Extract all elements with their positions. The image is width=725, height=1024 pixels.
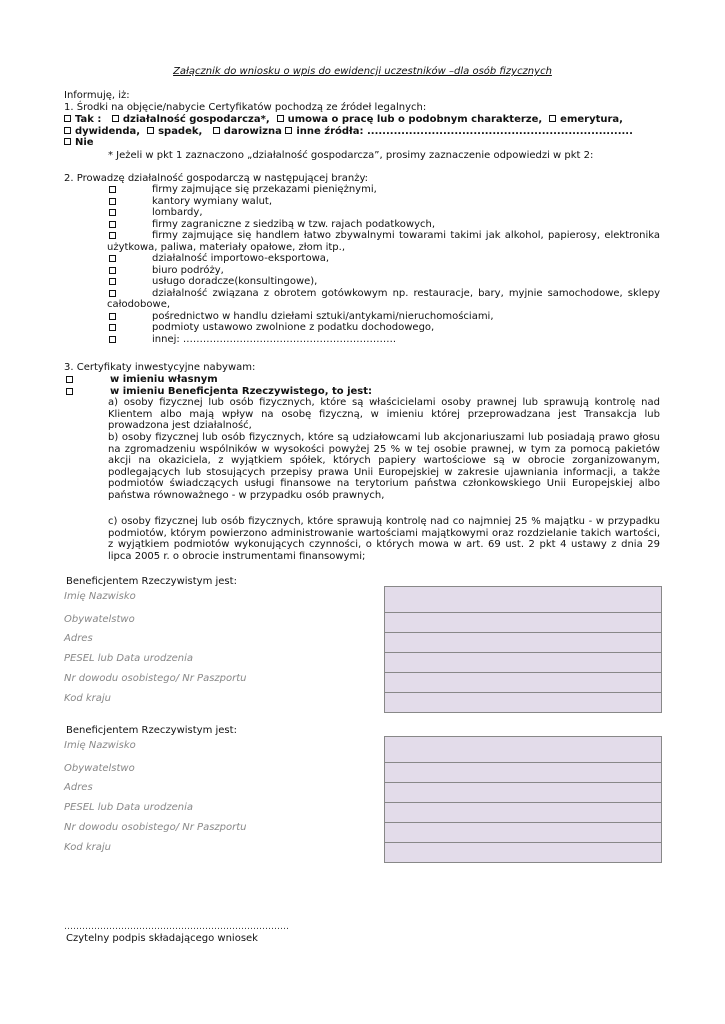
spadek-checkbox[interactable]	[147, 127, 154, 134]
citizenship-input[interactable]	[385, 763, 661, 783]
industry-item: biuro podróży,	[107, 265, 660, 277]
signature-line[interactable]: …………………………………………………………………	[64, 922, 289, 932]
beneficiary-2-heading: Beneficjentem Rzeczywistym jest:	[66, 725, 237, 736]
beneficiary-checkbox[interactable]	[66, 388, 73, 395]
own-name-option: w imieniu własnym	[64, 374, 660, 386]
field-label: Kod kraju	[64, 842, 111, 853]
industry-checkbox[interactable]	[109, 290, 116, 297]
industry-list	[107, 184, 660, 345]
citizenship-input[interactable]	[385, 613, 661, 633]
industry-checkbox[interactable]	[109, 186, 116, 193]
tak-checkbox[interactable]	[64, 115, 71, 122]
name-input[interactable]	[385, 737, 661, 763]
beneficiary-option: w imieniu Beneficjenta Rzeczywistego, to jest:	[64, 386, 660, 398]
emerytura-checkbox[interactable]	[549, 115, 556, 122]
nie-label: Nie	[75, 137, 94, 148]
field-label: PESEL lub Data urodzenia	[64, 802, 194, 813]
field-label: Obywatelstwo	[64, 763, 135, 774]
industry-item: działalność związana z obrotem gotówkowym np. restauracje, bary, myjnie samochodowe, sklepy całodobowe,	[107, 287, 660, 310]
name-input[interactable]	[385, 587, 661, 613]
industry-checkbox[interactable]	[109, 232, 116, 239]
spadek-label: spadek,	[158, 125, 203, 137]
signature-label: Czytelny podpis składającego wniosek	[66, 933, 258, 944]
darowizna-checkbox[interactable]	[213, 127, 220, 134]
beneficiary-1-heading: Beneficjentem Rzeczywistym jest:	[66, 576, 237, 587]
field-label: Obywatelstwo	[64, 614, 135, 625]
pesel-input[interactable]	[385, 803, 661, 823]
tak-label: Tak :	[75, 114, 102, 125]
industry-item: podmioty ustawowo zwolnione z podatku dochodowego,	[107, 322, 660, 334]
inne-label: inne źródła: ......................................................................	[296, 125, 633, 137]
field-label: Imię Nazwisko	[64, 740, 136, 751]
beneficiary-1-fields	[384, 586, 662, 713]
industry-item: usługo doradcze(konsultingowe),	[107, 276, 660, 288]
industry-item: kantory wymiany walut,	[107, 196, 660, 208]
industry-item: firmy zajmujące się handlem łatwo zbywalnymi towarami takimi jak alkohol, papierosy, elektronika użytkowa, paliwa, materiały opałowe, złom itp.,	[107, 230, 660, 253]
section-1-heading: 1. Środki na objęcie/nabycie Certyfikatów pochodzą ze źródeł legalnych:	[64, 102, 427, 113]
clause-c: c) osoby fizycznej lub osób fizycznych, które sprawują kontrolę nad co najmniej 25 % majątku - w przypadku podmiotów, którym powierzono administrowanie wartościami majątkowymi oraz rozdzielanie takich wartości, z wyjątkiem podmiotów wykonujących czynności, o których mowa w art. 69 ust. 2 pkt 4 ustawy z dnia 29 lipca 2005 r. o obrocie instrumentami finansowymi;	[108, 516, 660, 562]
id-document-input[interactable]	[385, 823, 661, 843]
industry-checkbox[interactable]	[109, 255, 116, 262]
dzialalnosc-label: działalność gospodarcza*,	[122, 114, 270, 125]
industry-item: lombardy,	[107, 207, 660, 219]
umowa-checkbox[interactable]	[277, 115, 284, 122]
footnote: * Jeżeli w pkt 1 zaznaczono „działalność gospodarcza”, prosimy zaznaczenie odpowiedzi w pkt 2:	[108, 150, 594, 161]
industry-checkbox[interactable]	[109, 267, 116, 274]
clause-b: b) osoby fizycznej lub osób fizycznych, które są udziałowcami lub akcjonariuszami lub posiadają prawo głosu na zgromadzeniu wspólników w wysokości powyżej 25 % w tej osobie prawnej, w tym za pomocą pakietów akcji na okaziciela, z wyjątkiem spółek, których papiery wartościowe są w obrocie zorganizowanym, podlegających lub stosujących przepisy prawa Unii Europejskiej w zakresie ujawniania informacji, a także podmiotów świadczących usługi finansowe na terytorium państwa członkowskiego Unii Europejskiej albo państwa równoważnego - w przypadku osób prawnych,	[108, 432, 660, 501]
dywidenda-checkbox[interactable]	[64, 127, 71, 134]
inne-checkbox[interactable]	[285, 127, 292, 134]
industry-checkbox[interactable]	[109, 221, 116, 228]
own-name-checkbox[interactable]	[66, 376, 73, 383]
field-label: Imię Nazwisko	[64, 591, 136, 602]
beneficiary-2-fields	[384, 736, 662, 863]
section-2-heading: 2. Prowadzę działalność gospodarczą w następującej branży:	[64, 173, 369, 184]
industry-checkbox[interactable]	[109, 209, 116, 216]
pesel-input[interactable]	[385, 653, 661, 673]
umowa-label: umowa o pracę lub o podobnym charakterze,	[287, 114, 543, 125]
field-label: PESEL lub Data urodzenia	[64, 653, 194, 664]
industry-item: firmy zajmujące się przekazami pieniężnymi,	[107, 184, 660, 196]
country-code-input[interactable]	[385, 843, 661, 862]
section-1-options	[64, 114, 660, 149]
industry-checkbox[interactable]	[109, 324, 116, 331]
nie-checkbox[interactable]	[64, 138, 71, 145]
industry-checkbox[interactable]	[109, 336, 116, 343]
field-label: Adres	[64, 633, 93, 644]
document-title: Załącznik do wniosku o wpis do ewidencji uczestników –dla osób fizycznych	[173, 66, 552, 77]
dywidenda-label: dywidenda,	[75, 125, 141, 137]
field-label: Kod kraju	[64, 693, 111, 704]
industry-checkbox[interactable]	[109, 198, 116, 205]
industry-item: pośrednictwo w handlu dziełami sztuki/antykami/nieruchomościami,	[107, 311, 660, 323]
field-label: Nr dowodu osobistego/ Nr Paszportu	[64, 822, 247, 833]
field-label: Adres	[64, 782, 93, 793]
industry-checkbox[interactable]	[109, 278, 116, 285]
certificate-options	[64, 374, 660, 397]
darowizna-label: darowizna	[223, 125, 282, 137]
country-code-input[interactable]	[385, 693, 661, 712]
dzialalnosc-checkbox[interactable]	[112, 115, 119, 122]
address-input[interactable]	[385, 633, 661, 653]
intro-text: Informuję, iż:	[64, 90, 130, 101]
section-3-heading: 3. Certyfikaty inwestycyjne nabywam:	[64, 362, 256, 373]
field-label: Nr dowodu osobistego/ Nr Paszportu	[64, 673, 247, 684]
industry-item: działalność importowo-eksportowa,	[107, 253, 660, 265]
clause-a: a) osoby fizycznej lub osób fizycznych, które są właścicielami osoby prawnej lub sprawują kontrolę nad Klientem albo mają wpływ na osobę fizyczną, w imieniu której przeprowadzana jest Transakcja lub prowadzona jest działalność,	[108, 397, 660, 431]
id-document-input[interactable]	[385, 673, 661, 693]
industry-checkbox[interactable]	[109, 313, 116, 320]
industry-item: firmy zagraniczne z siedzibą w tzw. rajach podatkowych,	[107, 219, 660, 231]
emerytura-label: emerytura,	[560, 114, 623, 125]
industry-item: innej: ……………………………………………………….	[107, 334, 660, 346]
address-input[interactable]	[385, 783, 661, 803]
